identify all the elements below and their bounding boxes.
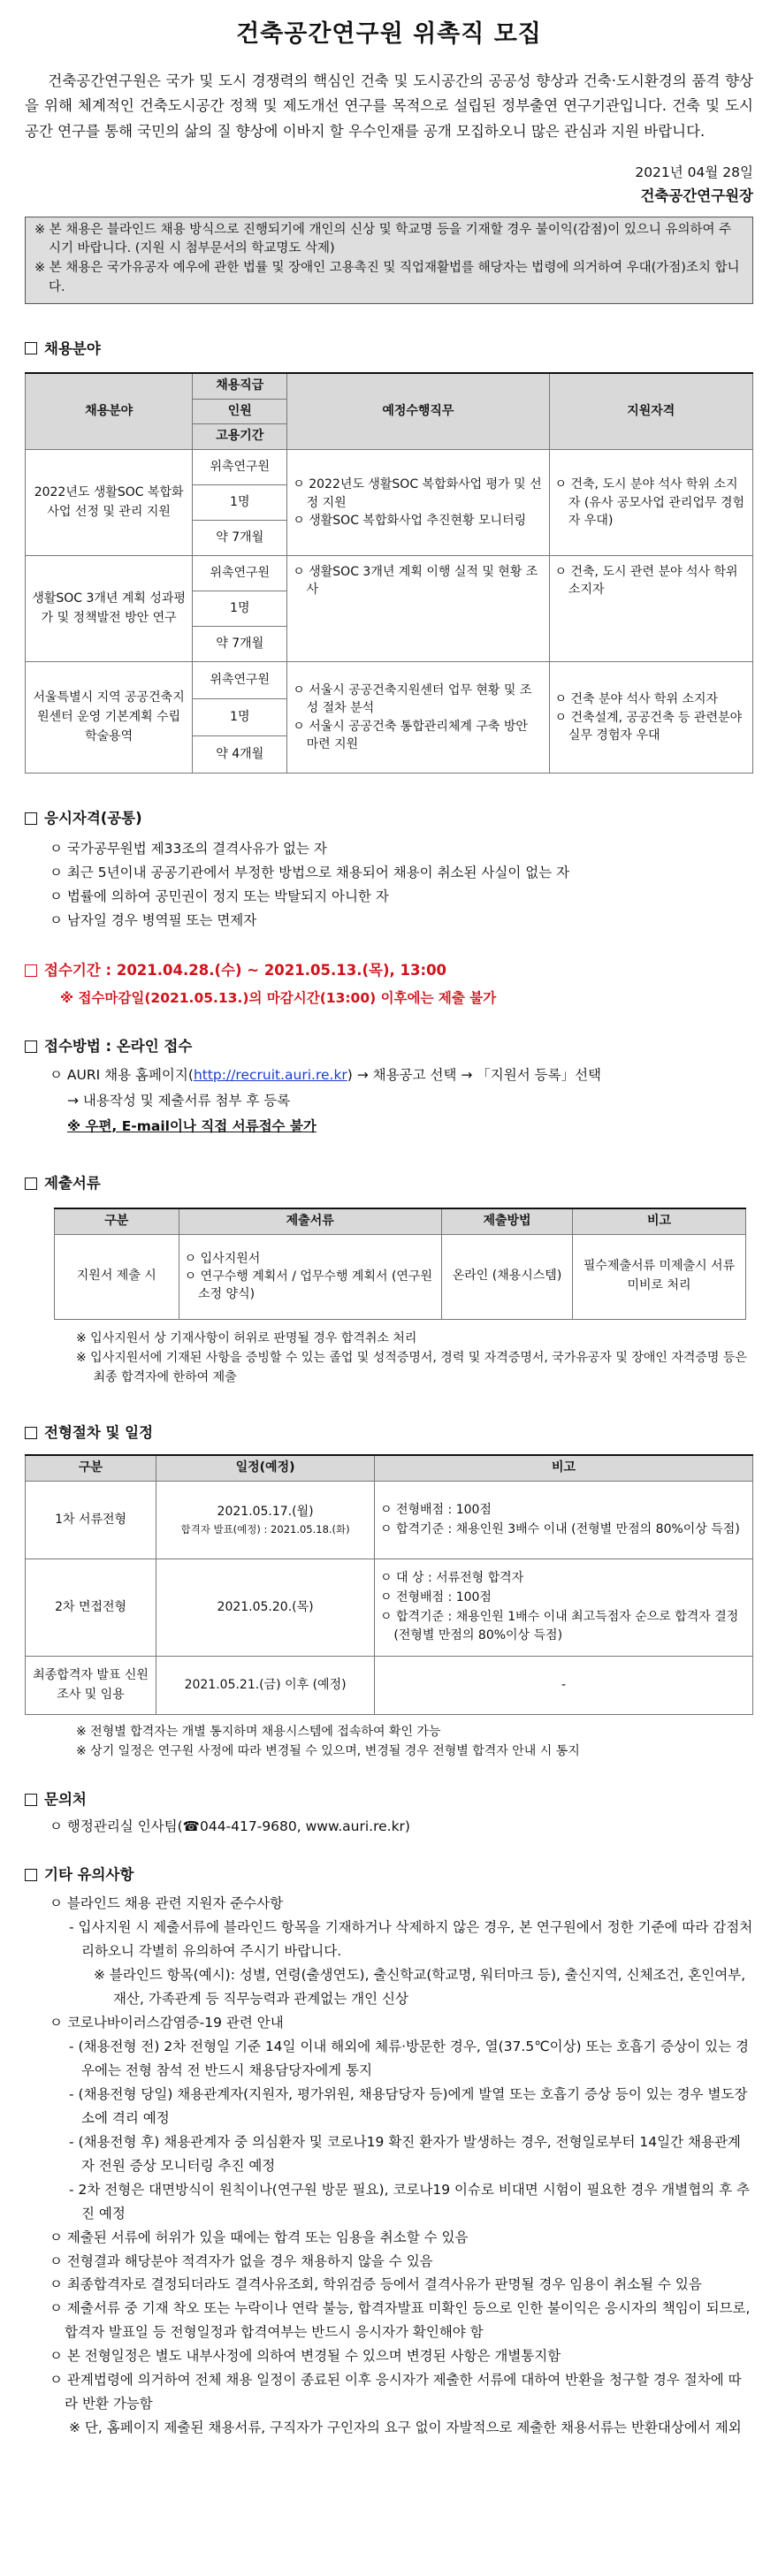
section-heading: 응시자격(공통) (25, 807, 753, 830)
section-heading: 문의처 (25, 1788, 753, 1811)
recruit-table: 채용분야 채용직급 예정수행직무 지원자격 인원 고용기간 2022년도 생활SOC 복합화사업 선정 및 관리 지원 위촉연구원 ㅇ 2022년도 생활SOC 복합화사업 평가 및 선정 지원 ㅇ 생활SOC 복합화사업 추진현황 모니터링 ㅇ 건축, 도시 분야 석사 학위 소지자 (유사 공모사업 관리업무 경험자 우대) 1명 약 7개월 생활SOC 3개년 계획 성과평가 및 정책발전 방안 연구 위촉연구원 ㅇ 생활SOC 3개년 계획 이행 실적 및 현황 조사 ㅇ 건축, 도시 관련 분야 석사 학위 소지자 1명 약 7개월 서울특별시 지역 공공건축지원센터 운영 기본계획 수립 학술용역 위촉연구원 ㅇ 서울시 공공건축지원센터 업무 현황 및 조성 절차 분석 ㅇ 서울시 공공건축 통합관리체계 구축 방안 마련 지원 ㅇ 건축 분야 석사 학위 소지자 ㅇ 건축설계, 공공건축 등 관련분야 실무 경험자 우대 1명 약 4개월 (25, 372, 753, 774)
list-item: ㅇ 제출된 서류에 허위가 있을 때에는 합격 또는 임용을 취소할 수 있음 (50, 2229, 469, 2245)
section-contact (25, 1788, 753, 1838)
list-item: - 2차 전형은 대면방식이 원칙이나(연구원 방문 필요), 코로나19 이슈로 비대면 시험이 필요한 경우 개별협의 후 추진 예정 (69, 2181, 750, 2222)
notice-date: 2021년 04월 28일 (635, 164, 753, 180)
square-bullet-icon (25, 964, 37, 977)
issuer-name: 건축공간연구원장 (640, 187, 753, 204)
blind-notice-box (25, 217, 753, 304)
no-mail-notice: ※ 우편, E-mail이나 직접 서류접수 불가 (67, 1117, 317, 1134)
section-heading: 접수기간 : 2021.04.28.(수) ~ 2021.05.13.(목), 13:00 (25, 959, 753, 982)
list-item: - (채용전형 후) 채용관계자 중 의심환자 및 코로나19 확진 환자가 발생하는 경우, 전형일로부터 14일간 채용관계자 전원 증상 모니터링 추진 예정 (69, 2133, 741, 2174)
documents-notes: ※ 입사지원서 상 기재사항이 허위로 판명될 경우 합격취소 처리 ※ 입사지원서에 기재된 사항을 증빙할 수 있는 졸업 및 성적증명서, 경력 및 자격증명서, 국가유공자 및 장애인 자격증명 등은 최종 합격자에 한하여 제출 (76, 1330, 747, 1385)
list-item: ㅇ 전형결과 해당분야 적격자가 없을 경우 채용하지 않을 수 있음 (50, 2252, 433, 2269)
eligibility-list (25, 837, 753, 934)
notice-line: ※ 본 채용은 국가유공자 예우에 관한 법률 및 장애인 고용촉진 및 직업재활법를 해당자는 법령에 의거하여 우대(가점)조치 합니다. (34, 261, 740, 294)
contact-info: ㅇ 행정관리실 인사팀(☎044-417-9680, www.auri.re.kr) (50, 1818, 410, 1835)
table-row: 생활SOC 3개년 계획 성과평가 및 정책발전 방안 연구 위촉연구원 ㅇ 생활SOC 3개년 계획 이행 실적 및 현황 조사 ㅇ 건축, 도시 관련 분야 석사 학위 소지자 (26, 556, 753, 591)
process-notes: ※ 전형별 합격자는 개별 통지하며 채용시스템에 접속하여 확인 가능 ※ 상기 일정은 연구원 사정에 따라 변경될 수 있으며, 변경될 경우 전형별 합격자 안내 시 통지 (76, 1725, 580, 1759)
list-item: - 입사지원 시 제출서류에 블라인드 항목을 기재하거나 삭제하지 않은 경우, 본 연구원에서 정한 기준에 따라 감점처리하오니 각별히 유의하여 주시기 바랍니다. (69, 1918, 753, 1959)
list-item: - (채용전형 당일) 채용관계자(지원자, 평가위원, 채용담당자 등)에게 발열 또는 호흡기 증상 등이 있는 경우 별도장소에 격리 예정 (69, 2085, 748, 2126)
square-bullet-icon (25, 1794, 37, 1806)
list-item: - (채용전형 전) 2차 전형일 기준 14일 이내 해외에 체류·방문한 경우, 열(37.5℃이상) 또는 호흡기 증상이 있는 경우에는 전형 참석 전 반드시 채용담당자에게 통지 (69, 2038, 749, 2078)
list-item: ㅇ 본 전형일정은 별도 내부사정에 의하여 변경될 수 있으며 변경된 사항은 개별통지함 (50, 2348, 561, 2365)
section-recruit-fields (25, 338, 753, 774)
section-heading: 제출서류 (25, 1172, 753, 1195)
deadline-warning: ※ 접수마감일(2021.05.13.)의 마감시간(13:00) 이후에는 제출 불가 (60, 989, 497, 1006)
header-field: 채용분야 (26, 373, 193, 450)
header-job: 채용직급 (193, 373, 287, 399)
process-table: 구분 일정(예정) 비고 1차 서류전형 2021.05.17.(월) 합격자 발표(예정) : 2021.05.18.(화) ㅇ 전형배점 : 100점 ㅇ 합격기준 : 채용인원 3배수 이내 (전형별 만점의 80%이상 득점) 2차 면접전형 2021.05.20.(목) ㅇ 대 상 : 서류전형 합격자 ㅇ 전형배점 : 100점 ㅇ 합격기준 : 채용인원 1배수 이내 최고득점자 순으로 합격자 결정(전형별 만점의 80%이상 득점) 최종합격자 발표 신원조사 및 임용 2021.05.21.(금) 이후 (예정) - (25, 1454, 753, 1715)
page-title: 건축공간연구원 위촉직 모집 (236, 20, 542, 48)
list-item: ※ 블라인드 항목(예시): 성별, 연령(출생연도), 출신학교(학교명, 워터마크 등), 출신지역, 신체조건, 혼인여부, 재산, 가족관계 등 직무능력과 관계없는 개인 신상 (94, 1966, 746, 2007)
header-count: 인원 (193, 399, 287, 424)
list-item: ㅇ 제출서류 중 기재 착오 또는 누락이나 연락 불능, 합격자발표 미확인 등으로 인한 불이익은 응시자의 책임이 되므로, 합격자 발표일 등 전형일정과 합격여부는 반드시 응시자가 확인해야 함 (50, 2300, 751, 2341)
recruit-site-link[interactable]: http://recruit.auri.re.kr (193, 1067, 347, 1084)
table-row: 최종합격자 발표 신원조사 및 임용 2021.05.21.(금) 이후 (예정) - (26, 1657, 753, 1715)
etc-list (25, 1892, 753, 2440)
section-method: 접수방법 : 온라인 접수 ㅇ AURI 채용 홈페이지(http://recruit.auri.re.kr) → 채용공고 선택 → 「지원서 등록」선택 → 내용작성 및 제출서류 첨부 후 등록 ※ 우편, E-mail이나 직접 서류접수 불가 (25, 1035, 753, 1139)
section-heading: 기타 유의사항 (25, 1863, 753, 1886)
square-bullet-icon (25, 342, 37, 354)
table-row: 1차 서류전형 2021.05.17.(월) 합격자 발표(예정) : 2021.05.18.(화) ㅇ 전형배점 : 100점 ㅇ 합격기준 : 채용인원 3배수 이내 (전형별 만점의 80%이상 득점) (26, 1482, 753, 1559)
section-process (25, 1421, 753, 1762)
list-item: ※ 단, 홈페이지 제출된 채용서류, 구직자가 구인자의 요구 없이 자발적으로 제출한 채용서류는 반환대상에서 제외 (69, 2420, 742, 2436)
section-period (25, 959, 753, 1009)
header-duties: 예정수행직무 (287, 373, 549, 450)
documents-table: 구분 제출서류 제출방법 비고 지원서 제출 시 ㅇ 입사지원서 ㅇ 연구수행 계획서 / 업무수행 계획서 (연구원 소정 양식) 온라인 (채용시스템) 필수제출서류 미제출시 서류미비로 처리 (54, 1208, 746, 1320)
list-item: ㅇ 블라인드 채용 관련 지원자 준수사항 (50, 1894, 284, 1911)
square-bullet-icon (25, 1177, 37, 1190)
section-heading: 채용분야 (25, 338, 753, 361)
list-item: ㅇ 국가공무원법 제33조의 결격사유가 없는 자 (50, 840, 327, 857)
table-row: 지원서 제출 시 ㅇ 입사지원서 ㅇ 연구수행 계획서 / 업무수행 계획서 (연구원 소정 양식) 온라인 (채용시스템) 필수제출서류 미제출시 서류미비로 처리 (54, 1234, 745, 1319)
table-row: 2022년도 생활SOC 복합화사업 선정 및 관리 지원 위촉연구원 ㅇ 2022년도 생활SOC 복합화사업 평가 및 선정 지원 ㅇ 생활SOC 복합화사업 추진현황 모니터링 ㅇ 건축, 도시 분야 석사 학위 소지자 (유사 공모사업 관리업무 경험자 우대) (26, 450, 753, 485)
table-row: 2차 면접전형 2021.05.20.(목) ㅇ 대 상 : 서류전형 합격자 ㅇ 전형배점 : 100점 ㅇ 합격기준 : 채용인원 1배수 이내 최고득점자 순으로 합격자 결정(전형별 만점의 80%이상 득점) (26, 1559, 753, 1657)
header-qual: 지원자격 (549, 373, 752, 450)
table-row: 서울특별시 지역 공공건축지원센터 운영 기본계획 수립 학술용역 위촉연구원 ㅇ 서울시 공공건축지원센터 업무 현황 및 조성 절차 분석 ㅇ 서울시 공공건축 통합관리체계 구축 방안 마련 지원 ㅇ 건축 분야 석사 학위 소지자 ㅇ 건축설계, 공공건축 등 관련분야 실무 경험자 우대 (26, 662, 753, 699)
list-item: ㅇ 최근 5년이내 공공기관에서 부정한 방법으로 채용되어 채용이 취소된 사실이 없는 자 (50, 864, 570, 880)
notice-line: ※ 본 채용은 블라인드 채용 방식으로 진행되기에 개인의 신상 및 학교명 등을 기재할 경우 불이익(감점)이 있으니 유의하여 주시기 바랍니다. (지원 시 첨부문서의 학교명도 삭제) (34, 222, 732, 256)
section-heading: 접수방법 : 온라인 접수 (25, 1035, 753, 1058)
square-bullet-icon (25, 812, 37, 825)
section-heading: 전형절차 및 일정 (25, 1421, 753, 1444)
square-bullet-icon (25, 1427, 37, 1439)
section-eligibility (25, 807, 753, 933)
list-item: ㅇ 최종합격자로 결정되더라도 결격사유조회, 학위검증 등에서 결격사유가 판명될 경우 임용이 취소될 수 있음 (50, 2276, 702, 2293)
section-etc (25, 1863, 753, 2440)
list-item: ㅇ 법률에 의하여 공민권이 정지 또는 박탈되지 아니한 자 (50, 888, 389, 904)
list-item: ㅇ 남자일 경우 병역필 또는 면제자 (50, 912, 257, 929)
square-bullet-icon (25, 1869, 37, 1881)
header-period: 고용기간 (193, 424, 287, 450)
intro-paragraph: 건축공간연구원은 국가 및 도시 경쟁력의 핵심인 건축 및 도시공간의 공공성 향상과 건축·도시환경의 품격 향상을 위해 체계적인 건축도시공간 정책 및 제도개선 연구를 목적으로 설립된 정부출연 연구기관입니다. 건축 및 도시공간 연구를 통해 국민의 삶의 질 향상에 이바지 할 우수인재를 공개 모집하오니 많은 관심과 지원 바랍니다. (25, 72, 753, 140)
list-item: ㅇ 관계법령에 의거하여 전체 채용 일정이 종료된 이후 응시자가 제출한 서류에 대하여 반환을 청구할 경우 절차에 따라 반환 가능함 (50, 2372, 742, 2412)
square-bullet-icon (25, 1040, 37, 1053)
section-documents (25, 1172, 753, 1387)
list-item: ㅇ 코로나바이러스감염증-19 관련 안내 (50, 2014, 284, 2031)
